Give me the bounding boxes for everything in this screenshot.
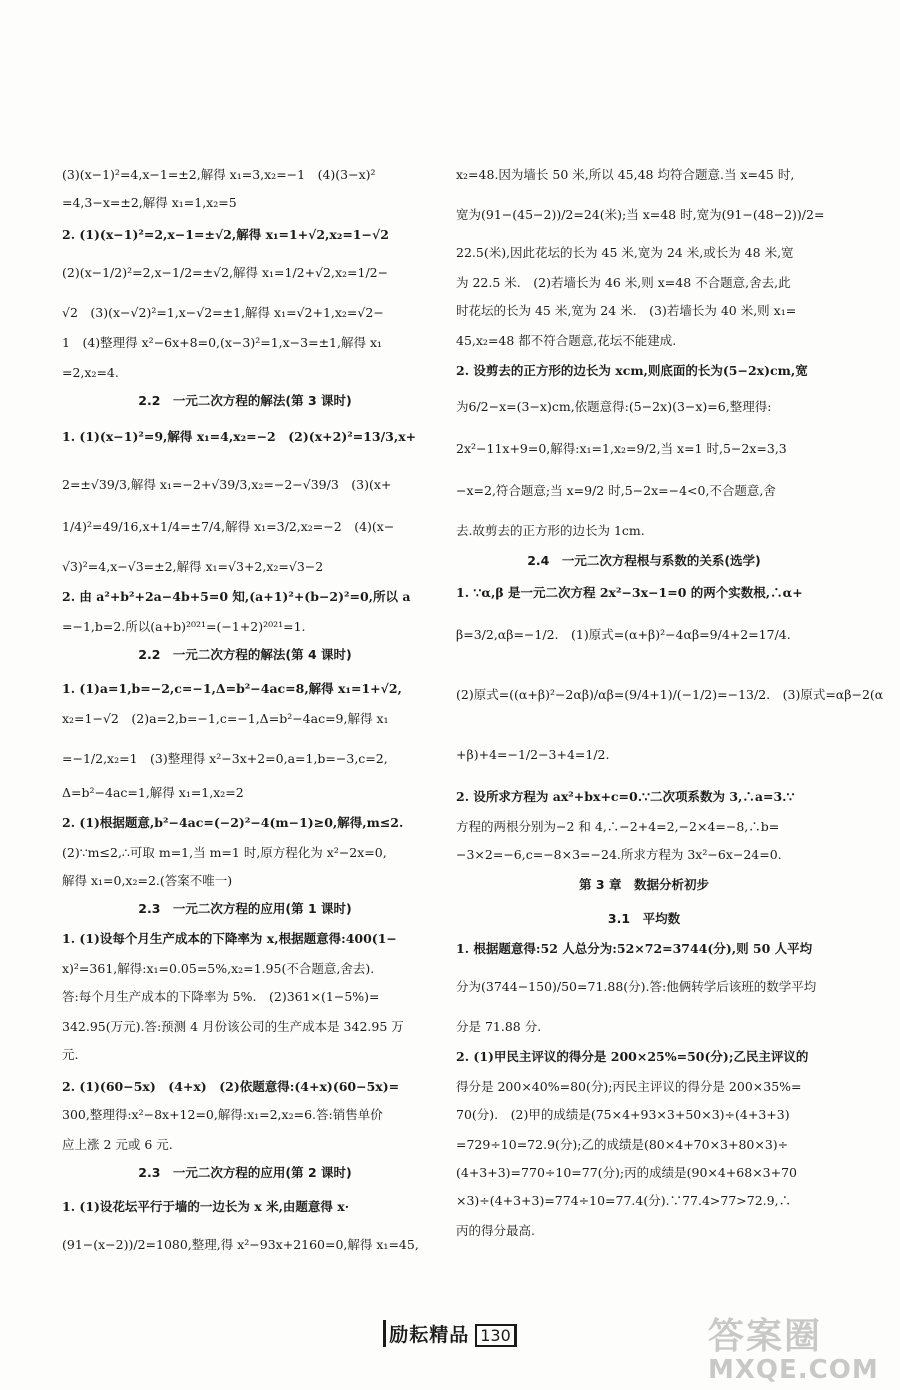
answer-line: 解得 x₁=0,x₂=2.(答案不唯一) (62, 873, 233, 888)
section-heading: 第 3 章 数据分析初步 (579, 877, 709, 892)
answer-line: (2)(x−1/2)²=2,x−1/2=±√2,解得 x₁=1/2+√2,x₂=1/2− (62, 265, 389, 280)
answer-line: 1. (1)设花坛平行于墙的一边长为 x 米,由题意得 x· (62, 1199, 350, 1214)
answer-line: 时花坛的长为 45 米,宽为 24 米. (3)若墙长为 40 米,则 x₁= (456, 303, 797, 318)
answer-line: Δ=b²−4ac=1,解得 x₁=1,x₂=2 (62, 785, 244, 800)
answer-line: (91−(x−2))/2=1080,整理,得 x²−93x+2160=0,解得 x₁=45, (62, 1237, 419, 1252)
answer-line: =4,3−x=±2,解得 x₁=1,x₂=5 (62, 195, 237, 210)
answer-line: β=3/2,αβ=−1/2. (1)原式=(α+β)²−4αβ=9/4+2=17/4. (456, 627, 791, 642)
answer-line: (3)(x−1)²=4,x−1=±2,解得 x₁=3,x₂=−1 (4)(3−x)² (62, 167, 376, 182)
answer-line: 去.故剪去的正方形的边长为 1cm. (456, 523, 645, 538)
answer-line: 为6/2−x=(3−x)cm,依题意得:(5−2x)(3−x)=6,整理得: (456, 399, 772, 414)
answer-line: 2. (1)根据题意,b²−4ac=(−2)²−4(m−1)≥0,解得,m≤2. (62, 815, 404, 830)
answer-line: (2)原式=((α+β)²−2αβ)/αβ=(9/4+1)/(−1/2)=−13/2. (3)原式=αβ−2(α (456, 687, 884, 702)
answer-line: 2. (1)(60−5x) (4+x) (2)依题意得:(4+x)(60−5x)= (62, 1079, 400, 1094)
answer-line: 宽为(91−(45−2))/2=24(米);当 x=48 时,宽为(91−(48−2))/2= (456, 207, 825, 222)
watermark-bottom: MXQE.COM (708, 1355, 879, 1385)
answer-line: 方程的两根分别为−2 和 4,∴−2+4=2,−2×4=−8,∴b= (456, 819, 780, 834)
section-heading: 2.3 一元二次方程的应用(第 2 课时) (138, 1165, 352, 1180)
answer-line: 分为(3744−150)/50=71.88(分).答:他俩转学后该班的数学平均 (456, 979, 817, 994)
page-number: 130 (475, 1324, 517, 1347)
answer-line: √2 (3)(x−√2)²=1,x−√2=±1,解得 x₁=√2+1,x₂=√2− (62, 305, 384, 320)
answer-line: 2. 设剪去的正方形的边长为 xcm,则底面的长为(5−2x)cm,宽 (456, 363, 808, 378)
answer-line: 2. (1)(x−1)²=2,x−1=±√2,解得 x₁=1+√2,x₂=1−√2 (62, 227, 389, 242)
answer-line: 元. (62, 1047, 79, 1062)
answer-line: x₂=48.因为墙长 50 米,所以 45,48 均符合题意.当 x=45 时, (456, 167, 795, 182)
answer-line: 1/4)²=49/16,x+1/4=±7/4,解得 x₁=3/2,x₂=−2 (4)(x− (62, 519, 395, 534)
answer-line: +β)+4=−1/2−3+4=1/2. (456, 747, 610, 762)
answer-line: 300,整理得:x²−8x+12=0,解得:x₁=2,x₂=6.答:销售单价 (62, 1107, 383, 1122)
answer-line: 丙的得分最高. (456, 1223, 535, 1238)
answer-line: x₂=1−√2 (2)a=2,b=−1,c=−1,Δ=b²−4ac=9,解得 x₁ (62, 711, 389, 726)
answer-line: 1. 根据题意得:52 人总分为:52×72=3744(分),则 50 人平均 (456, 941, 813, 956)
answer-line: 2=±√39/3,解得 x₁=−2+√39/3,x₂=−2−√39/3 (3)(x+ (62, 477, 392, 492)
answer-line: 1. (1)a=1,b=−2,c=−1,Δ=b²−4ac=8,解得 x₁=1+√2, (62, 681, 402, 696)
answer-line: (2)∵m≤2,∴可取 m=1,当 m=1 时,原方程化为 x²−2x=0, (62, 845, 387, 860)
answer-line: 得分是 200×40%=80(分);丙民主评议的得分是 200×35%= (456, 1079, 802, 1094)
answer-line: 1. (1)(x−1)²=9,解得 x₁=4,x₂=−2 (2)(x+2)²=13/3,x+ (62, 429, 417, 444)
answer-line: 2x²−11x+9=0,解得:x₁=1,x₂=9/2,当 x=1 时,5−2x=3,3 (456, 441, 787, 456)
section-heading: 2.2 一元二次方程的解法(第 4 课时) (138, 647, 352, 662)
answer-line: 45,x₂=48 都不符合题意,花坛不能建成. (456, 333, 677, 348)
brand-logo: 励耘精品 (383, 1320, 472, 1347)
answer-line: =−1,b=2.所以(a+b)²⁰²¹=(−1+2)²⁰²¹=1. (62, 619, 306, 634)
answer-line: =729÷10=72.9(分);乙的成绩是(80×4+70×3+80×3)÷ (456, 1137, 789, 1152)
answer-line: 答:每个月生产成本的下降率为 5%. (2)361×(1−5%)= (62, 989, 380, 1004)
answer-line: 1. (1)设每个月生产成本的下降率为 x,根据题意得:400(1− (62, 931, 397, 946)
section-heading: 2.3 一元二次方程的应用(第 1 课时) (138, 901, 352, 916)
answer-line: 342.95(万元).答:预测 4 月份该公司的生产成本是 342.95 万 (62, 1019, 404, 1034)
answer-line: x)²=361,解得:x₁=0.05=5%,x₂=1.95(不合题意,舍去). (62, 961, 375, 976)
watermark-top: 答案圈 (708, 1316, 823, 1357)
answer-line: √3)²=4,x−√3=±2,解得 x₁=√3+2,x₂=√3−2 (62, 559, 324, 574)
watermark (708, 1318, 892, 1388)
answer-line: 70(分). (2)甲的成绩是(75×4+93×3+50×3)÷(4+3+3) (456, 1107, 790, 1122)
answer-line: 22.5(米),因此花坛的长为 45 米,宽为 24 米,或长为 48 米,宽 (456, 245, 794, 260)
answer-line: =2,x₂=4. (62, 365, 119, 380)
answer-line: 为 22.5 米. (2)若墙长为 46 米,则 x=48 不合题意,舍去,此 (456, 275, 791, 290)
answer-line: 1 (4)整理得 x²−6x+8=0,(x−3)²=1,x−3=±1,解得 x₁ (62, 335, 383, 350)
answer-line: (4+3+3)=770÷10=77(分);丙的成绩是(90×4+68×3+70 (456, 1165, 798, 1180)
answer-line: 分是 71.88 分. (456, 1019, 542, 1034)
answer-line: −3×2=−6,c=−8×3=−24.所求方程为 3x²−6x−24=0. (456, 847, 782, 862)
answer-line: 2. 由 a²+b²+2a−4b+5=0 知,(a+1)²+(b−2)²=0,所以 a (62, 589, 411, 604)
answer-line: =−1/2,x₂=1 (3)整理得 x²−3x+2=0,a=1,b=−3,c=2, (62, 751, 388, 766)
section-heading: 2.2 一元二次方程的解法(第 3 课时) (138, 393, 352, 408)
answer-line: 2. 设所求方程为 ax²+bx+c=0.∵二次项系数为 3,∴a=3.∵ (456, 789, 795, 804)
answer-line: 1. ∵α,β 是一元二次方程 2x²−3x−1=0 的两个实数根,∴α+ (456, 585, 803, 600)
section-heading: 2.4 一元二次方程根与系数的关系(选学) (527, 553, 761, 568)
section-heading: 3.1 平均数 (607, 911, 681, 926)
answer-line: ×3)÷(4+3+3)=774÷10=77.4(分).∵77.4>77>72.9,∴ (456, 1193, 792, 1208)
answer-line: 应上涨 2 元或 6 元. (62, 1137, 173, 1152)
answer-line: 2. (1)甲民主评议的得分是 200×25%=50(分);乙民主评议的 (456, 1049, 809, 1064)
answer-line: −x=2,符合题意;当 x=9/2 时,5−2x=−4<0,不合题意,舍 (456, 483, 776, 498)
